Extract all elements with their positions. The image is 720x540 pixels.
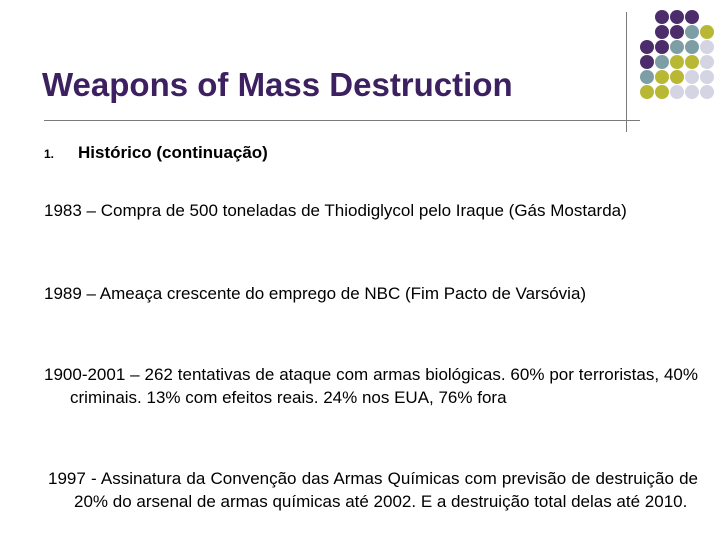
decorative-dot — [640, 85, 654, 99]
decorative-dot — [655, 85, 669, 99]
decorative-horizontal-line — [44, 120, 640, 121]
decorative-dot — [670, 70, 684, 84]
slide-title: Weapons of Mass Destruction — [42, 66, 513, 103]
decorative-dot — [700, 85, 714, 99]
paragraph-1900-2001: 1900-2001 – 262 tentativas de ataque com armas biológicas. 60% por terroristas, 40% criminais. 13% com efeitos reais. 24% nos EUA, 76% fora — [44, 365, 698, 407]
decorative-dot — [655, 25, 669, 39]
decorative-dot — [685, 10, 699, 24]
decorative-dot — [670, 40, 684, 54]
decorative-dot — [685, 85, 699, 99]
decorative-dot — [670, 10, 684, 24]
decorative-dot — [640, 40, 654, 54]
decorative-dot — [700, 25, 714, 39]
section-number: 1. — [44, 147, 55, 161]
decorative-dot — [700, 55, 714, 69]
decorative-dot — [670, 55, 684, 69]
paragraph-1989: 1989 – Ameaça crescente do emprego de NBC (Fim Pacto de Varsóvia) — [44, 284, 587, 303]
decorative-dot — [685, 25, 699, 39]
section-title: Histórico (continuação) — [78, 143, 268, 162]
decorative-dot — [670, 85, 684, 99]
section-heading — [44, 143, 268, 163]
decorative-dot — [655, 70, 669, 84]
decorative-vertical-line — [626, 12, 627, 132]
decorative-dot — [640, 70, 654, 84]
decorative-dot — [685, 40, 699, 54]
decorative-dot — [640, 55, 654, 69]
decorative-dot — [655, 40, 669, 54]
decorative-dot — [700, 70, 714, 84]
paragraph-1983: 1983 – Compra de 500 toneladas de Thiodiglycol pelo Iraque (Gás Mostarda) — [44, 201, 627, 220]
decorative-dot — [700, 40, 714, 54]
decorative-dot — [655, 10, 669, 24]
decorative-dot — [685, 55, 699, 69]
decorative-dot — [685, 70, 699, 84]
decorative-dot — [670, 25, 684, 39]
paragraph-1997: 1997 - Assinatura da Convenção das Armas Químicas com previsão de destruição de 20% do arsenal de armas químicas até 2002. E a destruição total delas até 2010. — [48, 469, 698, 511]
decorative-dot — [655, 55, 669, 69]
